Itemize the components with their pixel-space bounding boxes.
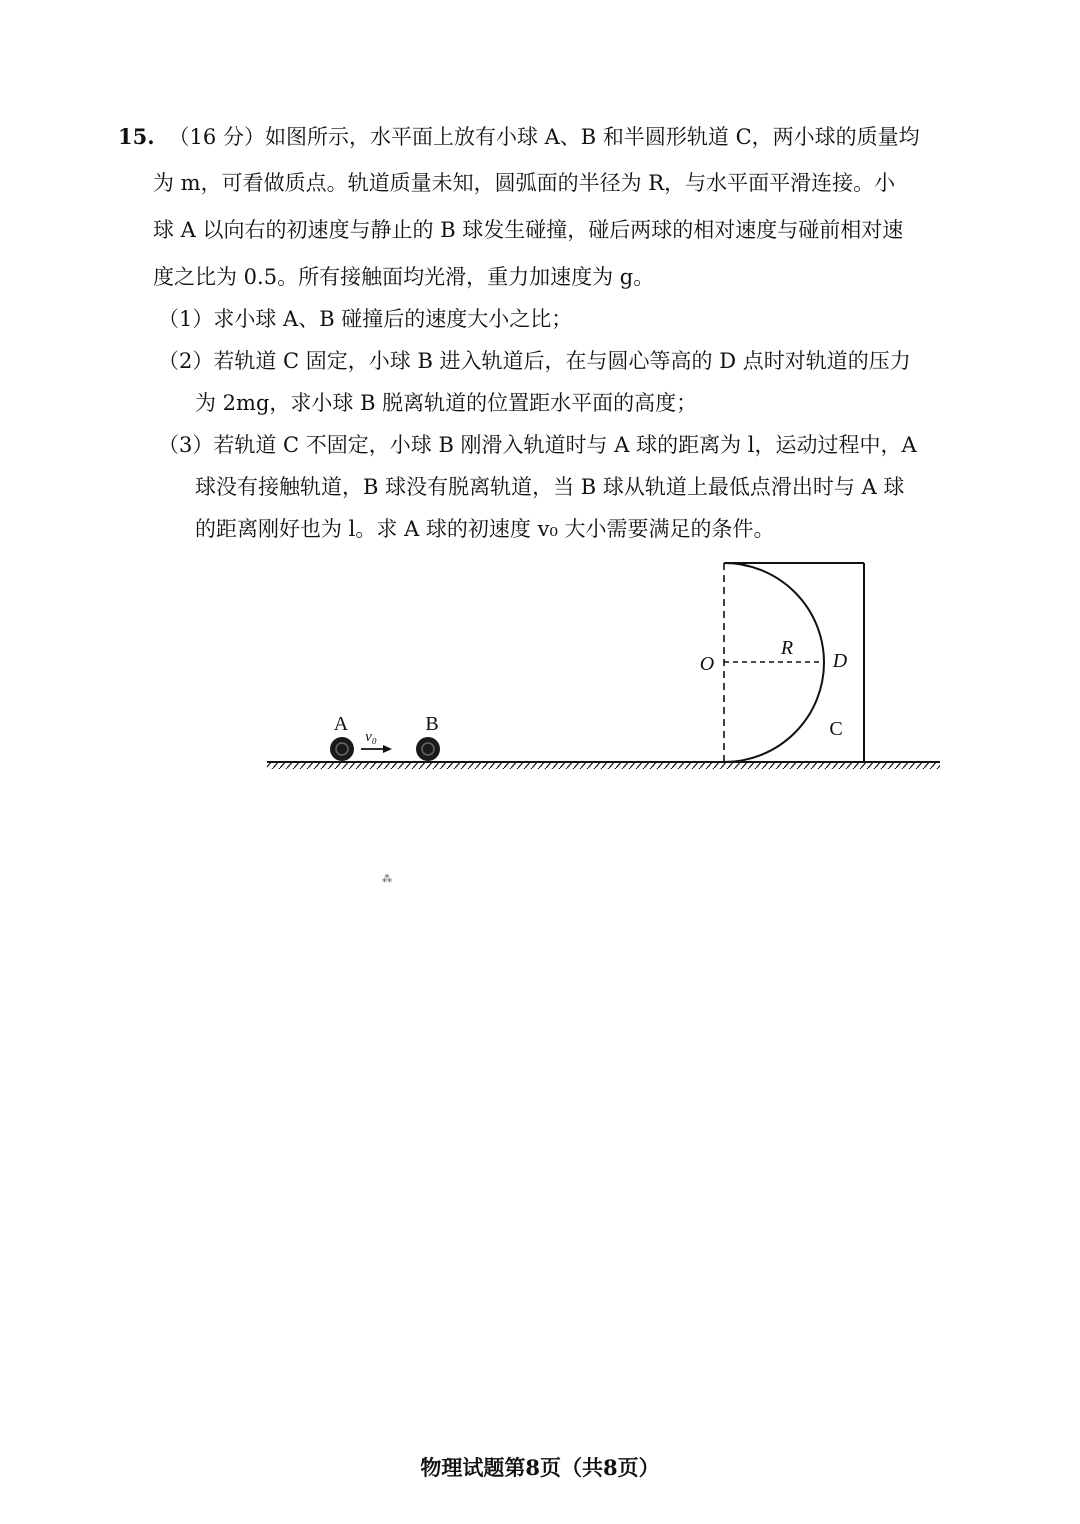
label-b: B — [425, 713, 439, 735]
problem-line-2: 为 m，可看做质点。轨道质量未知，圆弧面的半径为 R，与水平面平滑连接。小 — [153, 171, 896, 195]
label-o: O — [699, 653, 715, 675]
label-d: D — [832, 650, 848, 672]
problem-line-4: 度之比为 0.5。所有接触面均光滑，重力加速度为 g。 — [153, 265, 655, 289]
problem-stem-1: （16 分）如图所示，水平面上放有小球 A、B 和半圆形轨道 C，两小球的质量均 — [168, 125, 920, 149]
label-a: A — [333, 713, 349, 735]
ball-a — [330, 737, 354, 761]
problem-line-3: 球 A 以向右的初速度与静止的 B 球发生碰撞，碰后两球的相对速度与碰前相对速 — [153, 218, 904, 242]
ball-b — [416, 737, 440, 761]
sub-question-2-line-2: 为 2mg，求小球 B 脱离轨道的位置距水平面的高度； — [195, 391, 698, 415]
velocity-arrow — [361, 745, 392, 753]
sub-question-3-line-3: 的距离刚好也为 l。求 A 球的初速度 v₀ 大小需要满足的条件。 — [195, 517, 775, 541]
ink-smudge: ⁂ — [382, 874, 392, 885]
ground — [267, 762, 940, 769]
label-r: R — [780, 637, 794, 659]
page-footer: 物理试题第8页（共8页） — [420, 1455, 660, 1480]
label-v0: v₀ — [365, 729, 377, 745]
label-c: C — [829, 718, 843, 740]
question-number: 15. — [118, 124, 155, 149]
sub-question-1: （1）求小球 A、B 碰撞后的速度大小之比； — [158, 307, 573, 331]
sub-question-2-line-1: （2）若轨道 C 固定，小球 B 进入轨道后，在与圆心等高的 D 点时对轨道的压力 — [158, 349, 911, 373]
sub-question-3-line-2: 球没有接触轨道，B 球没有脱离轨道，当 B 球从轨道上最低点滑出时与 A 球 — [195, 475, 905, 499]
sub-question-3-line-1: （3）若轨道 C 不固定，小球 B 刚滑入轨道时与 A 球的距离为 l，运动过程中，A — [158, 433, 917, 457]
